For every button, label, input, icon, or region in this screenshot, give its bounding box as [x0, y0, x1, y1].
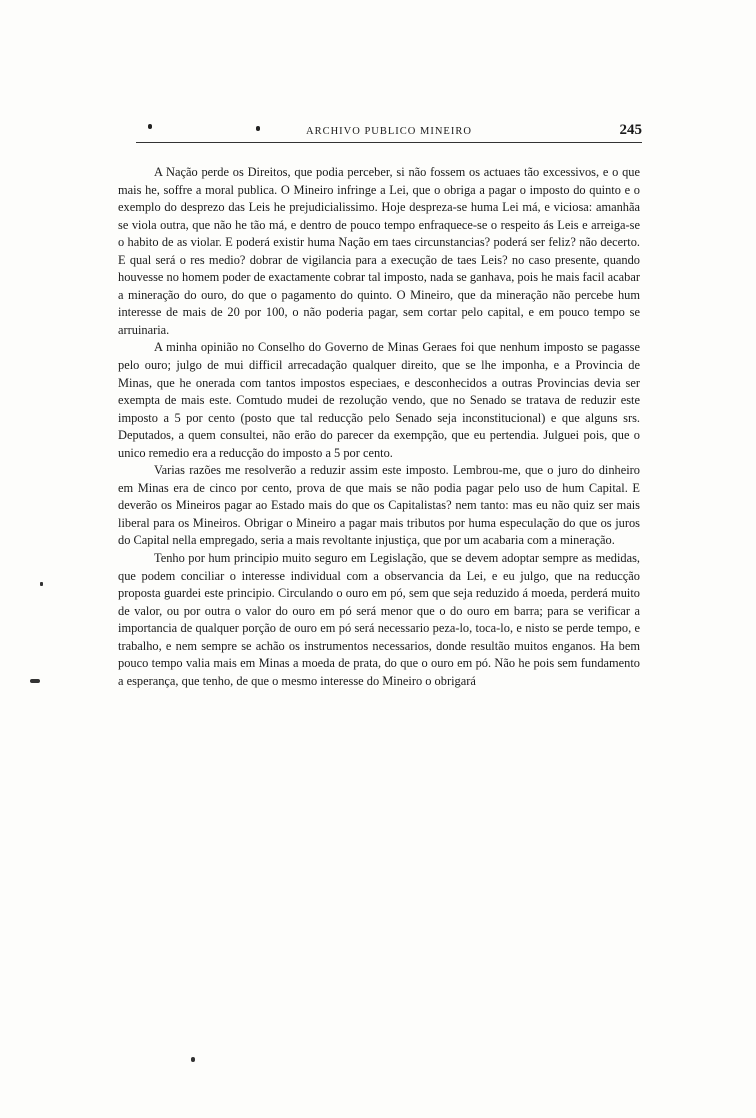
header-rule	[136, 142, 642, 143]
page-header	[136, 120, 646, 144]
paragraph: Tenho por hum principio muito seguro em Legislação, que se devem adoptar sempre as medidas, que podem conciliar o interesse individual com a observancia da Lei, e eu julgo, que na reducção proposta guardei este principio. Circulando o ouro em pó, sem que seja reduzido á moeda, perderá muito de valor, ou por outra o valor do ouro em pó será menor que o do ouro em barra; para se verificar a importancia de qualquer porção de ouro em pó será necessario peza-lo, toca-lo, e nisto se perde tempo, e trabalho, e nem sempre se achão os instrumentos necessarios, donde resultão muitos enganos. Ha bem pouco tempo valia mais em Minas a moeda de prata, do que o ouro em pó. Não he pois sem fundamento a esperança, que tenho, de que o mesmo interesse do Mineiro o obrigará	[118, 551, 640, 688]
body-text	[118, 164, 640, 690]
paragraph: A Nação perde os Direitos, que podia perceber, si não fossem os actuaes tão excessivos, e o que mais he, soffre a moral publica. O Mineiro infringe a Lei, que o obriga a pagar o imposto do quinto e o exemplo do desprezo das Leis he prejudicialissimo. Hoje despreza-se huma Lei má, e viciosa: amanhãa se viola outra, que não he tão má, e dentro de pouco tempo enfraquece-se o respeito ás Leis e arreiga-se o habito de as violar. E poderá existir huma Nação em taes circunstancias? poderá ser feliz? não decerto. E qual será o res medio? dobrar de vigilancia para a execução de taes Leis? no caso presente, quando houvesse no homem poder de exactamente cobrar tal imposto, nada se ganhava, pois he mais facil acabar a mineração do ouro, do que o pagamento do quinto. O Mineiro, que da mineração não percebe hum interesse de mais de 20 por 100, o não poderia pagar, sem cortar pelo capital, e em pouco tempo se arruinaria.	[118, 165, 640, 337]
paragraph: A minha opinião no Conselho do Governo de Minas Geraes foi que nenhum imposto se pagasse pelo ouro; julgo de mui difficil arrecadação qualquer direito, que se lhe imponha, e a Provincia de Minas, que he onerada com tantos impostos especiaes, e desconhecidos a outras Provincias devia ser exempta de mais este. Comtudo mudei de rezolução vendo, que no Senado se tratava de reduzir este imposto a 5 por cento (posto que tal reducção pelo Senado seja inconstitucional) e que alguns srs. Deputados, a quem consultei, não erão do parecer da exempção, que eu pertendia. Julguei pois, que o unico remedio era a reducção do imposto a 5 por cento.	[118, 340, 640, 460]
page-number: 245	[619, 122, 642, 138]
margin-mark	[191, 1057, 195, 1062]
margin-mark	[30, 679, 40, 683]
margin-mark	[40, 582, 43, 586]
header-ornament-dot	[148, 124, 152, 129]
running-title: ARCHIVO PUBLICO MINEIRO	[306, 126, 472, 137]
paragraph: Varias razões me resolverão a reduzir assim este imposto. Lembrou-me, que o juro do dinheiro em Minas era de cinco por cento, prova de que mais se não podia pagar pelo uso de hum Capital. E deverão os Mineiros pagar ao Estado mais do que os Capitalistas? nem tanto: mas eu não quiz ser mais liberal para os Mineiros. Obrigar o Mineiro a pagar mais tributos por huma especulação do que os juros do Capital nella empregado, seria a mais revoltante injustiça, que por um acabaria com a mineração.	[118, 463, 640, 548]
header-ornament-dot	[256, 126, 260, 131]
